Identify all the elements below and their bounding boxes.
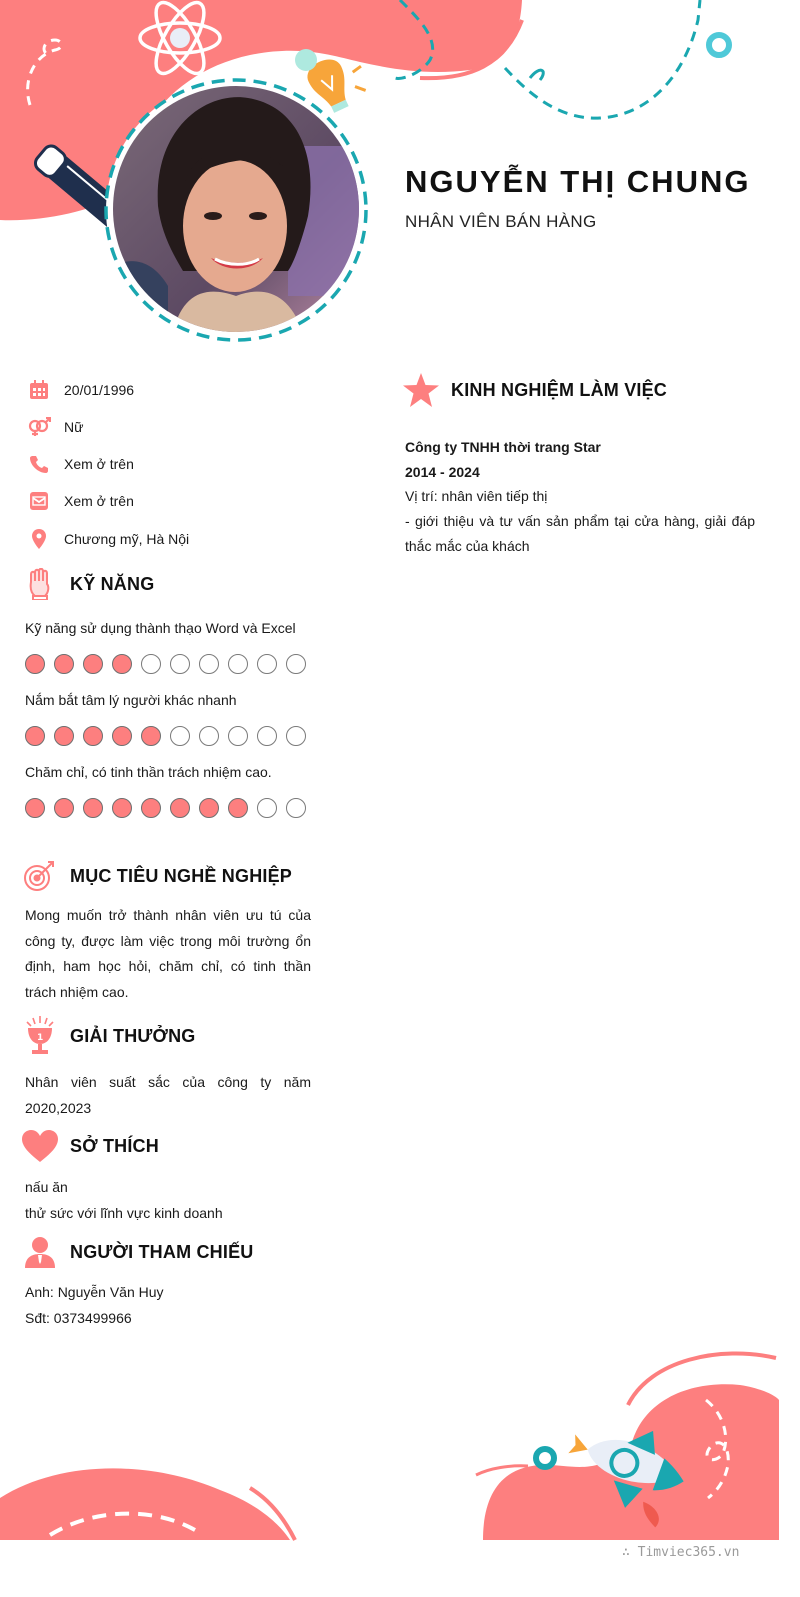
- rating-dot-filled: [199, 798, 219, 818]
- star-icon: [403, 372, 439, 408]
- fist-icon: [22, 566, 58, 602]
- gender-icon: [26, 415, 52, 439]
- rating-dot-filled: [25, 798, 45, 818]
- rating-dot-empty: [257, 654, 277, 674]
- location-icon: [26, 527, 52, 551]
- trophy-icon: [22, 1018, 58, 1054]
- rating-dot-empty: [286, 654, 306, 674]
- rating-dot-filled: [25, 654, 45, 674]
- rating-dot-empty: [257, 798, 277, 818]
- rating-dot-filled: [83, 726, 103, 746]
- rating-dot-empty: [286, 798, 306, 818]
- rating-dot-filled: [54, 798, 74, 818]
- rating-dot-filled: [141, 798, 161, 818]
- rating-dot-empty: [286, 726, 306, 746]
- phone-text: Xem ở trên: [64, 456, 134, 472]
- rating-dot-filled: [25, 726, 45, 746]
- rating-dot-filled: [112, 726, 132, 746]
- skill-2-rating: [25, 726, 306, 746]
- rating-dot-empty: [257, 726, 277, 746]
- address-text: Chương mỹ, Hà Nội: [64, 531, 190, 547]
- experience-role: Vị trí: nhân viên tiếp thị: [405, 488, 548, 504]
- rating-dot-filled: [83, 654, 103, 674]
- email-row: [26, 489, 134, 513]
- rating-dot-filled: [170, 798, 190, 818]
- candidate-name: NGUYỄN THỊ CHUNG: [405, 164, 751, 199]
- experience-company: Công ty TNHH thời trang Star: [405, 439, 601, 455]
- awards-heading: [22, 1018, 196, 1054]
- references-title: NGƯỜI THAM CHIẾU: [70, 1241, 254, 1262]
- hobby-item: thử sức với lĩnh vực kinh doanh: [25, 1204, 223, 1221]
- reference-phone: Sđt: 0373499966: [25, 1309, 132, 1326]
- profile-photo: [113, 86, 359, 332]
- rating-dot-filled: [112, 654, 132, 674]
- references-heading: [22, 1234, 254, 1270]
- address-row: [26, 527, 190, 551]
- rating-dot-empty: [170, 654, 190, 674]
- skill-1-label: Kỹ năng sử dụng thành thạo Word và Excel: [25, 620, 296, 636]
- person-icon: [22, 1234, 58, 1270]
- watermark-text: ∴ Timviec365.vn: [622, 1545, 740, 1560]
- reference-name: Anh: Nguyễn Văn Huy: [25, 1284, 164, 1300]
- phone-row: [26, 452, 134, 476]
- rating-dot-empty: [170, 726, 190, 746]
- rating-dot-empty: [228, 726, 248, 746]
- rating-dot-filled: [141, 726, 161, 746]
- heart-icon: [22, 1128, 58, 1164]
- skill-1-rating: [25, 654, 306, 674]
- rating-dot-filled: [83, 798, 103, 818]
- experience-heading: [403, 372, 668, 408]
- email-icon: [26, 489, 52, 513]
- calendar-icon: [26, 378, 52, 402]
- gender-row: [26, 415, 84, 439]
- email-text: Xem ở trên: [64, 493, 134, 509]
- objective-heading: [22, 858, 293, 894]
- hobbies-text: [25, 1175, 311, 1226]
- target-icon: [22, 858, 58, 894]
- skill-3-rating: [25, 798, 306, 818]
- rating-dot-filled: [228, 798, 248, 818]
- skill-3-label: Chăm chỉ, có tinh thần trách nhiệm cao.: [25, 764, 272, 780]
- hobbies-title: SỞ THÍCH: [70, 1135, 159, 1156]
- skills-heading: [22, 566, 155, 602]
- gender-text: Nữ: [64, 419, 84, 435]
- rating-dot-empty: [199, 726, 219, 746]
- svg-text:1: 1: [37, 1033, 44, 1043]
- experience-description: - giới thiệu và tư vấn sản phẩm tại cửa hàng, giải đáp thắc mắc của khách: [405, 512, 755, 554]
- skills-title: KỸ NĂNG: [70, 573, 155, 594]
- experience-title: KINH NGHIỆM LÀM VIỆC: [451, 379, 668, 400]
- rating-dot-empty: [141, 654, 161, 674]
- birthday-text: 20/01/1996: [64, 382, 135, 398]
- experience-period: 2014 - 2024: [405, 463, 480, 480]
- birthday-row: [26, 378, 135, 402]
- candidate-position: NHÂN VIÊN BÁN HÀNG: [405, 212, 597, 231]
- references-text: [25, 1280, 311, 1331]
- skill-2-label: Nắm bắt tâm lý người khác nhanh: [25, 692, 237, 708]
- rating-dot-empty: [228, 654, 248, 674]
- rating-dot-filled: [112, 798, 132, 818]
- objective-text: Mong muốn trở thành nhân viên ưu tú của công ty, được làm việc trong môi trường ổn định, ham học hỏi, chăm chỉ, có tinh thần trách nhiệm cao.: [25, 907, 311, 1000]
- experience-block: [405, 435, 755, 560]
- rating-dot-empty: [199, 654, 219, 674]
- objective-title: MỤC TIÊU NGHỀ NGHIỆP: [70, 865, 293, 886]
- hobby-item: nấu ăn: [25, 1179, 68, 1195]
- awards-title: GIẢI THƯỞNG: [70, 1025, 196, 1046]
- awards-text: Nhân viên suất sắc của công ty năm 2020,2023: [25, 1074, 311, 1116]
- rating-dot-filled: [54, 726, 74, 746]
- phone-icon: [26, 452, 52, 476]
- hobbies-heading: [22, 1128, 159, 1164]
- rating-dot-filled: [54, 654, 74, 674]
